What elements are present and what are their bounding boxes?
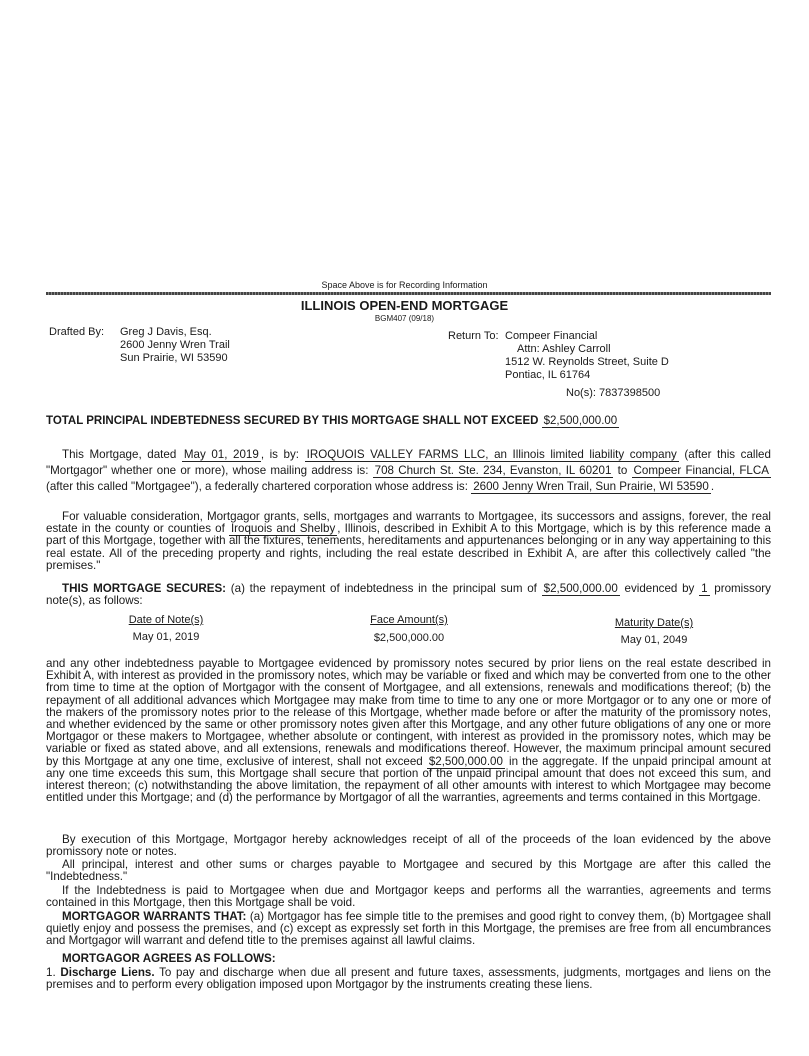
intro-text-2: , is by:	[260, 448, 300, 461]
intro-paragraph	[46, 447, 771, 495]
principal-sum: $2,500,000.00	[543, 582, 618, 595]
maximum-principal-amount: $2,500,000.00	[428, 754, 503, 768]
secures-text-3: promissory note(s), as follows:	[46, 582, 771, 608]
return-to-attn: Attn: Ashley Carroll	[517, 343, 611, 355]
note-face-amount: $2,500,000.00	[373, 632, 445, 644]
form-code: BGM407 (09/18)	[374, 314, 435, 323]
consideration-text-1: For valuable consideration, Mortgagor grants, sells, mortgages and warrants to Mortgagee, its successors and assigns, forever, the real estate in the county or counties of	[46, 510, 771, 536]
drafted-by-city: Sun Prairie, WI 53590	[120, 352, 228, 364]
item-1-text: To pay and discharge when due all present and future taxes, assessments, judgments, mortgages and liens on the premises and to perform every obligation imposed upon Mortgagor by the instruments creating these liens.	[46, 966, 771, 992]
drafted-by-label: Drafted By:	[49, 326, 105, 338]
drafted-by-street: 2600 Jenny Wren Trail	[120, 339, 230, 351]
warranties-paragraph	[46, 911, 771, 948]
return-to-city: Pontiac, IL 61764	[505, 369, 591, 381]
secures-paragraph	[46, 583, 771, 607]
indebtedness-paragraph	[46, 658, 771, 804]
secures-heading: THIS MORTGAGE SECURES:	[62, 582, 227, 595]
note-numbers-value: 7837398500	[599, 387, 661, 399]
return-to-street: 1512 W. Reynolds Street, Suite D	[505, 356, 669, 368]
mortgagee-name: Compeer Financial, FLCA	[633, 464, 769, 477]
return-to-name: Compeer Financial	[505, 330, 598, 342]
note-date: May 01, 2019	[132, 631, 200, 643]
secures-text-1: (a) the repayment of indebtedness in the principal sum of	[230, 582, 537, 595]
body-text-1a: and any other indebtedness payable to Mortgagee evidenced by promissory notes secured by prior liens on the real estate described in Exhibit A, with interest as provided in the promissory notes, which may be variable or fixed and which may be converted from one to the other from time to time at the option of Mortgagor with the consent of Mortgagee, and all extensions, renewals and modifications thereof; (b) the repayment of all additional advances which Mortgagee may make from time to time to any one or more Mortgagor or to any one or more of the makers of the promissory notes prior to the release of this Mortgage, whether made before or after the maturity of the promissory notes, and whether evidenced by the same or other promissory notes given after this Mortgage, and any other future obligations of any one or more Mortgagor or these makers to Mortgagee, whether absolute or contingent, with interest as provided in the promissory notes, which may be variable or fixed as stated above, and all extensions, renewals and modifications thereof. However, the maximum principal amount secured by this Mortgage at any one time, exclusive of interest, shall not exceed	[46, 657, 771, 768]
drafted-by-block	[120, 326, 230, 365]
total-principal-label: TOTAL PRINCIPAL INDEBTEDNESS SECURED BY THIS MORTGAGE SHALL NOT EXCEED	[46, 415, 539, 427]
secures-text-2: evidenced by	[624, 582, 695, 595]
mortgagor-address: 708 Church St. Ste. 234, Evanston, IL 60201	[374, 464, 612, 477]
item-1-number: 1.	[46, 966, 56, 979]
total-principal-line	[46, 415, 619, 427]
col-maturity-dates: Maturity Date(s)	[614, 617, 694, 629]
intro-text-3: (after this called "Mortgagor" whether one or more), whose mailing address is:	[46, 448, 771, 477]
consideration-paragraph	[46, 511, 771, 572]
header-rule	[46, 292, 771, 295]
intro-text-6: .	[710, 480, 715, 493]
return-to-block	[505, 330, 669, 382]
item-1-title: Discharge Liens.	[60, 966, 155, 979]
mortgagee-address: 2600 Jenny Wren Trail, Sun Prairie, WI 53590	[473, 480, 709, 493]
receipt-paragraph: By execution of this Mortgage, Mortgagor hereby acknowledges receipt of all of the proceeds of the loan evidenced by the above promissory note or notes.	[46, 833, 771, 859]
indebtedness-definition-paragraph: All principal, interest and other sums or charges payable to Mortgagee and secured by this Mortgage are after this called the "Indebtedness."	[46, 858, 771, 884]
warrants-heading: MORTGAGOR WARRANTS THAT:	[62, 910, 247, 923]
drafted-by-name: Greg J Davis, Esq.	[120, 326, 212, 338]
consideration-text-2: , Illinois, described in Exhibit A to this Mortgage, which is by this reference made a part of this Mortgage, together with all the fixtures, tenements, hereditaments and appurtenances belonging or in any way appertaining to this real estate. All of the preceding property and rights, including the real estate described in Exhibit A, are after this collectively called "the premises."	[46, 522, 771, 572]
mortgagor-name: IROQUOIS VALLEY FARMS LLC, an Illinois limited liability company	[306, 448, 677, 461]
note-maturity-date: May 01, 2049	[620, 634, 688, 646]
intro-text-4: to	[617, 464, 628, 477]
col-face-amounts: Face Amount(s)	[370, 614, 448, 626]
warrants-text: (a) Mortgagor has fee simple title to the premises and good right to convey them, (b) Mortgagee shall quietly enjoy and possess the premises, and (c) except as expressly set forth in this Mortgage, the premises are free from all encumbrances and Mortgagor will warrant and defend title to the premises against all lawful claims.	[46, 910, 771, 948]
void-paragraph: If the Indebtedness is paid to Mortgagee when due and Mortgagor keeps and performs all the warranties, agreements and terms contained in this Mortgage, then this Mortgage shall be void.	[46, 884, 771, 910]
note-count: 1	[701, 582, 708, 595]
total-principal-amount: $2,500,000.00	[543, 415, 618, 427]
body-text-1b: in the aggregate. If the unpaid principal amount at any one time exceeds this sum, this Mortgage shall secure that portion of the unpaid principal amount that does not exceed this sum, and interest thereon; (c) notwithstanding the above limitation, the repayment of all other amounts with interest to which Mortgagee may become entitled under this Mortgage; and (d) the performance by Mortgagor of all the warranties, agreements and terms contained in this Mortgage.	[46, 754, 771, 805]
note-numbers-label: No(s):	[566, 387, 596, 399]
intro-text-1: This Mortgage, dated	[62, 448, 177, 461]
agrees-heading: MORTGAGOR AGREES AS FOLLOWS:	[62, 952, 276, 965]
return-to-label: Return To:	[448, 330, 499, 342]
discharge-liens-paragraph	[46, 967, 771, 991]
col-date-of-notes: Date of Note(s)	[128, 614, 204, 626]
intro-text-5: (after this called "Mortgagee"), a federally chartered corporation whose address is:	[46, 480, 468, 493]
recording-space-note: Space Above is for Recording Information	[321, 280, 488, 290]
counties: Iroquois and Shelby	[230, 522, 336, 536]
document-title: ILLINOIS OPEN-END MORTGAGE	[300, 298, 509, 313]
note-numbers	[566, 387, 660, 399]
mortgage-date: May 01, 2019	[183, 448, 259, 461]
